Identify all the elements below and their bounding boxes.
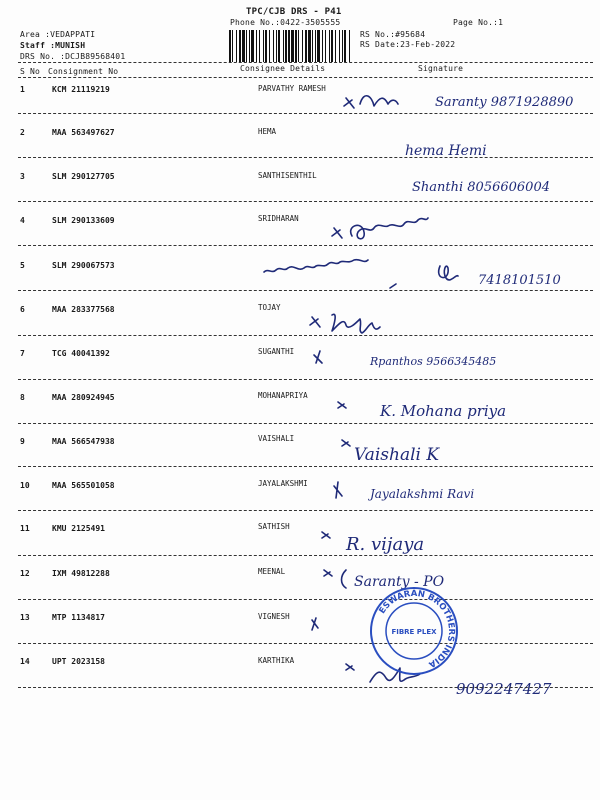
row-consignment: KMU 2125491 [52, 524, 105, 533]
barcode-bar [276, 30, 277, 62]
barcode-bar [291, 30, 294, 62]
signature-text: hema Hemi [405, 143, 487, 159]
row-divider [18, 643, 593, 644]
row-divider [18, 201, 593, 202]
stamp-ring-text: ESWARAN BROTHERS INDIA [377, 588, 457, 670]
signature-mark [250, 212, 590, 252]
signature-mark [250, 86, 590, 126]
column-signature: Signature [418, 64, 464, 73]
barcode-bar [329, 30, 330, 62]
signature-mark [250, 394, 590, 434]
rs-number: RS No.:#95684 [360, 30, 426, 39]
row-divider [18, 510, 593, 511]
row-consignee: SUGANTHI [258, 347, 295, 356]
barcode-bar [349, 30, 350, 62]
barcode-bar [331, 30, 333, 62]
barcode-bar [322, 30, 323, 62]
row-consignee: MEENAL [258, 567, 286, 576]
barcode-bar [249, 30, 250, 62]
barcode-bar [232, 30, 233, 62]
page-number: Page No.:1 [453, 18, 504, 27]
signature-text: Saranty - PO [354, 574, 445, 590]
row-consignment: MAA 283377568 [52, 305, 115, 314]
row-sno: 10 [20, 481, 30, 490]
barcode-bar [236, 30, 237, 62]
row-consignment: MAA 566547938 [52, 437, 115, 446]
signature-text: Saranty 9871928890 [435, 95, 574, 110]
header-divider-bottom [18, 77, 593, 78]
signature-mark [250, 130, 590, 170]
signature-text: 7418101510 [478, 273, 561, 288]
rs-date: RS Date:23-Feb-2022 [360, 40, 456, 49]
stamp-center-text: FIBRE PLEX [391, 628, 437, 636]
barcode-bar [242, 30, 245, 62]
signature-text: K. Mohana priya [380, 402, 507, 420]
barcode-bar [273, 30, 274, 62]
signature-mark [250, 258, 590, 298]
signature-mark [250, 436, 590, 476]
row-sno: 1 [20, 85, 25, 94]
row-consignee: SRIDHARAN [258, 214, 299, 223]
column-consignee: Consignee Details [240, 64, 326, 73]
barcode-bar [339, 30, 340, 62]
row-consignee: MOHANAPRIYA [258, 391, 308, 400]
barcode-bar [325, 30, 326, 62]
barcode-bar [259, 30, 260, 62]
barcode-bar [315, 30, 316, 62]
barcode-bar [269, 30, 270, 62]
barcode-bar [312, 30, 313, 62]
barcode-bar [256, 30, 257, 62]
barcode-bar [265, 30, 267, 62]
row-consignment: SLM 290127705 [52, 172, 115, 181]
barcode-bar [302, 30, 303, 62]
phone-number: Phone No.:0422-3505555 [230, 18, 341, 27]
signature-text: Vaishali K [354, 445, 440, 465]
row-consignee: JAYALAKSHMI [258, 479, 308, 488]
row-consignee: VAISHALI [258, 434, 295, 443]
row-divider [18, 423, 593, 424]
barcode-bar [239, 30, 241, 62]
signature-mark [250, 166, 590, 206]
document-title: TPC/CJB DRS - P41 [246, 7, 342, 17]
signature-text: Jayalakshmi Ravi [370, 487, 475, 501]
row-sno: 11 [20, 524, 30, 533]
signature-text: Shanthi 8056606004 [412, 180, 550, 195]
row-divider [18, 379, 593, 380]
row-sno: 6 [20, 305, 25, 314]
row-divider [18, 113, 593, 114]
row-consignment: SLM 290133609 [52, 216, 115, 225]
row-divider [18, 157, 593, 158]
row-divider [18, 599, 593, 600]
row-sno: 2 [20, 128, 25, 137]
barcode-bar [285, 30, 287, 62]
barcode-bar [342, 30, 343, 62]
row-consignee: TOJAY [258, 303, 281, 312]
row-consignee: KARTHIKA [258, 656, 295, 665]
barcode-image [228, 30, 352, 62]
row-sno: 3 [20, 172, 25, 181]
barcode-bar [283, 30, 284, 62]
row-consignment: UPT 2023158 [52, 657, 105, 666]
signature-text: Rpanthos 9566345485 [370, 355, 497, 368]
row-consignee: HEMA [258, 127, 277, 136]
row-divider [18, 290, 593, 291]
barcode-bar [305, 30, 307, 62]
row-divider [18, 555, 593, 556]
barcode-bar [344, 30, 346, 62]
row-sno: 4 [20, 216, 25, 225]
row-consignment: IXM 49812288 [52, 569, 110, 578]
signature-mark [250, 305, 590, 345]
row-sno: 14 [20, 657, 30, 666]
row-sno: 12 [20, 569, 30, 578]
row-sno: 9 [20, 437, 25, 446]
row-divider [18, 687, 593, 688]
signature-text: 9092247427 [456, 680, 552, 698]
row-consignment: SLM 290067573 [52, 261, 115, 270]
signature-mark [250, 524, 590, 564]
signature-text: R. vijaya [346, 534, 425, 555]
row-divider [18, 245, 593, 246]
barcode-bar [308, 30, 311, 62]
barcode-bar [251, 30, 254, 62]
area-label: Area :VEDAPPATI [20, 30, 96, 39]
barcode-bar [335, 30, 336, 62]
row-consignment: MAA 565501058 [52, 481, 115, 490]
row-sno: 13 [20, 613, 30, 622]
staff-label: Staff :MUNISH [20, 41, 86, 50]
row-consignment: MTP 1134817 [52, 613, 105, 622]
row-consignee: VIGNESH [258, 612, 290, 621]
barcode-bar [317, 30, 320, 62]
barcode-bar [295, 30, 297, 62]
barcode-bar [288, 30, 290, 62]
row-consignment: MAA 280924945 [52, 393, 115, 402]
column-consignment: Consignment No [48, 67, 119, 76]
barcode-bar [229, 30, 231, 62]
row-divider [18, 466, 593, 467]
row-sno: 5 [20, 261, 25, 270]
row-consignment: MAA 563497627 [52, 128, 115, 137]
column-sno: S No [20, 67, 41, 76]
barcode-bar [246, 30, 247, 62]
row-consignee: SANTHISENTHIL [258, 171, 317, 180]
row-consignee: SATHISH [258, 522, 290, 531]
row-sno: 7 [20, 349, 25, 358]
barcode-bar [278, 30, 280, 62]
row-consignee: PARVATHY RAMESH [258, 84, 326, 93]
row-divider [18, 335, 593, 336]
barcode-bar [298, 30, 299, 62]
row-consignment: TCG 40041392 [52, 349, 110, 358]
row-consignment: KCM 21119219 [52, 85, 110, 94]
row-sno: 8 [20, 393, 25, 402]
drs-number: DRS No. :DCJB89568401 [20, 52, 126, 61]
company-stamp [368, 585, 460, 677]
barcode-bar [263, 30, 264, 62]
header-divider-top [18, 62, 593, 63]
